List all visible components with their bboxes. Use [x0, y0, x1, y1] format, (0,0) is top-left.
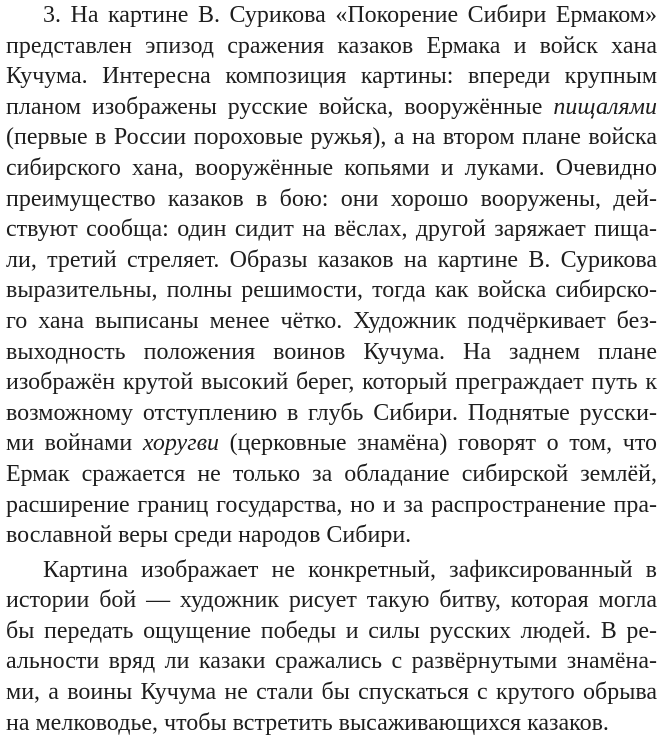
text-line: го хана выписаны менее чётко. Художник подчёркивает без-	[6, 307, 657, 334]
text-line: бы передать ощущение победы и силы русских людей. В ре-	[6, 617, 657, 644]
text-line: Картина изображает не конкретный, зафиксированный в	[43, 556, 657, 583]
text-line: изображён крутой высокий берег, который преграждает путь к	[6, 369, 657, 396]
text-line: представлен эпизод сражения казаков Ермака и войск хана	[6, 32, 657, 59]
text-line: выходность положения воинов Кучума. На заднем плане	[6, 338, 657, 365]
text-line: возможному отступлению в глубь Сибири. Поднятые русски-	[6, 399, 657, 426]
text-line: (первые в России пороховые ружья), а на втором плане войска	[6, 124, 657, 151]
text-line: вославной веры среди народов Сибири.	[6, 522, 412, 549]
text-line: ствуют сообща: один сидит на вёслах, другой заряжает пища-	[6, 216, 657, 243]
text-line: планом изображены русские войска, вооружённые пищалями	[6, 93, 657, 120]
term-khorugvi: хоругви	[142, 430, 219, 457]
text-line: истории бой — художник рисует такую битву, которая могла	[6, 587, 657, 614]
term-pishchali: пищалями	[553, 93, 657, 120]
text-line: ми, а воины Кучума не стали бы спускаться с крутого обрыва	[6, 679, 657, 706]
paragraph-commentary	[6, 555, 657, 738]
text-line: альности вряд ли казаки сражались с развёрнутыми знамёна-	[6, 648, 657, 675]
text-line: ли, третий стреляет. Образы казаков на картине В. Сурикова	[6, 246, 657, 273]
text-line: Кучума. Интересна композиция картины: впереди крупным	[6, 63, 657, 90]
text-line: ми войнами хоругви (церковные знамёна) говорят о том, что	[6, 430, 657, 457]
paragraph-task-3	[6, 0, 657, 551]
text-line: выразительны, полны решимости, тогда как войска сибирско-	[6, 277, 657, 304]
text-line: сибирского хана, вооружённые копьями и луками. Очевидно	[6, 154, 657, 181]
text-line: расширение границ государства, но и за распространение пра-	[6, 491, 657, 518]
text-line: 3. На картине В. Сурикова «Покорение Сибири Ермаком»	[43, 2, 657, 28]
text-line: Ермак сражается не только за обладание сибирской землёй,	[6, 460, 657, 487]
text-line: на мелководье, чтобы встретить высаживающихся казаков.	[6, 709, 609, 736]
text-line: преимущество казаков в бою: они хорошо вооружены, дей-	[6, 185, 657, 212]
